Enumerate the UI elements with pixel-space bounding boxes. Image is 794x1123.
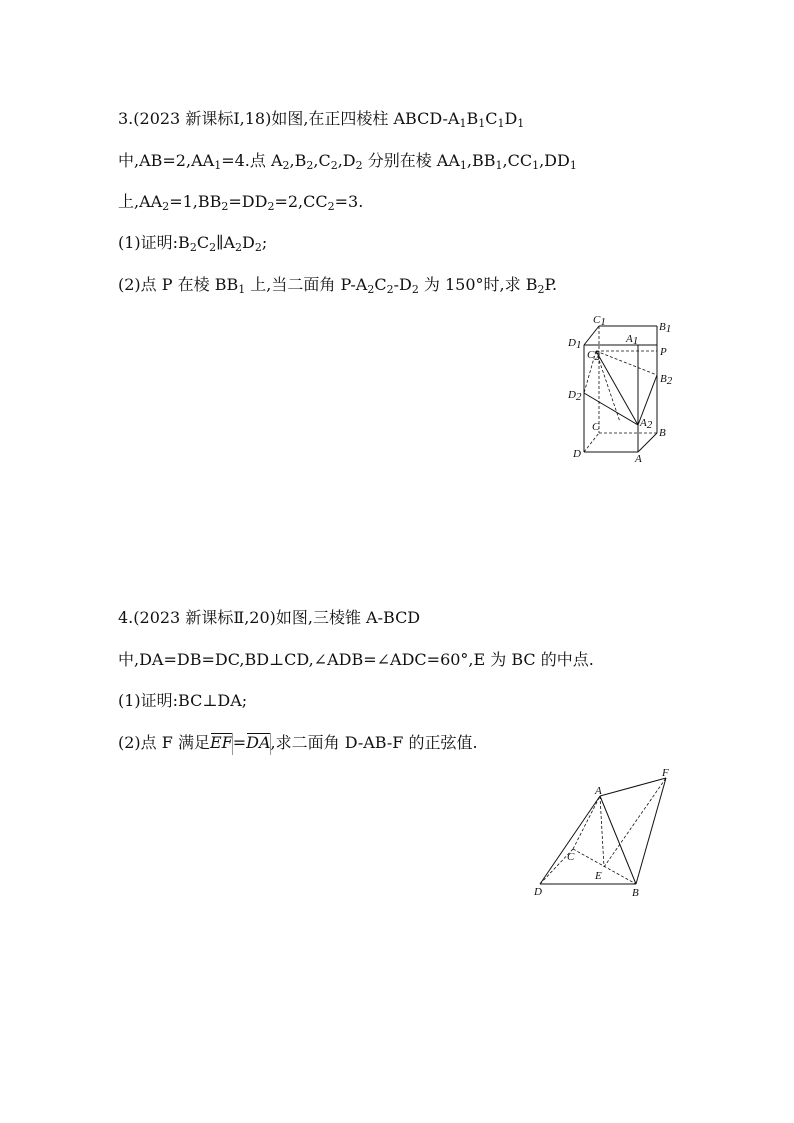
hidden-edge-ca bbox=[573, 796, 600, 849]
hidden-edge-ae bbox=[600, 796, 604, 867]
q3-line-3: 上$,AA_2=1,BB_2=DD_2=2,CC_2=3$. bbox=[118, 192, 364, 213]
vector-da: DA bbox=[246, 733, 271, 752]
q4-line-1: 4.(2023 新课标Ⅱ,20)如图,三棱锥 A-BCD bbox=[118, 608, 421, 627]
label-d1: D1 bbox=[568, 337, 582, 351]
pyramid-figure bbox=[528, 765, 688, 905]
label-b2: B2 bbox=[660, 373, 673, 387]
label-b: B bbox=[632, 887, 639, 899]
q3-part-2: (2)点 P 在棱 $BB_1$ 上,当二面角 $P-A_2C_2-D_2$ 为 150°时,求 $B_2P$. bbox=[118, 275, 558, 296]
label-e: E bbox=[595, 870, 602, 882]
q3-line-2: 中$,AB=2,AA_1=4$.点 $A_2,B_2,C_2,D_2$ 分别在棱 $AA_1,BB_1,CC_1,DD_1$ bbox=[118, 151, 577, 172]
hidden-edge-c2b2 bbox=[596, 351, 657, 375]
label-b: B bbox=[659, 427, 666, 439]
label-f: F bbox=[662, 767, 669, 779]
q3-line-1: 3.(2023 新课标Ⅰ,18)如图,在正四棱柱 ABCD-$A_1B_1C_1D_1$ bbox=[118, 109, 525, 130]
label-c: C bbox=[592, 421, 600, 433]
vector-ef: EF bbox=[209, 733, 233, 752]
edge-af bbox=[600, 778, 666, 796]
label-a2: A2 bbox=[640, 417, 653, 431]
edge-bf bbox=[636, 778, 666, 884]
edge-da bbox=[540, 796, 600, 884]
label-d: D bbox=[534, 886, 542, 898]
q4-part-2: (2)点 F 满足EF=DA,求二面角 D-AB-F 的正弦值. bbox=[118, 733, 478, 752]
label-b1: B1 bbox=[659, 321, 672, 335]
label-d2: D2 bbox=[568, 389, 582, 403]
q4-part-1: (1)证明:BC⊥DA; bbox=[118, 691, 248, 710]
label-a: A bbox=[595, 785, 602, 797]
label-d: D bbox=[573, 448, 581, 460]
label-a: A bbox=[635, 453, 642, 465]
q3-part-1: (1)证明$:B_2C_2\parallel A_2D_2$; bbox=[118, 233, 268, 254]
q4-line-2: 中,DA=DB=DC,BD⊥CD,∠ADB=∠ADC=60°,E 为 BC 的中点. bbox=[118, 650, 594, 669]
edge-ab bbox=[600, 796, 636, 884]
label-c: C bbox=[567, 851, 575, 863]
hidden-edge-dc bbox=[584, 433, 599, 452]
hidden-edge-ef bbox=[604, 778, 666, 867]
label-a1: A1 bbox=[626, 333, 639, 347]
label-c2: C2 bbox=[587, 349, 600, 363]
edge-ab bbox=[638, 433, 657, 452]
label-p: P bbox=[660, 346, 667, 358]
edge-d1c1 bbox=[584, 326, 599, 345]
label-c1: C1 bbox=[593, 314, 606, 328]
prism-figure bbox=[560, 305, 690, 465]
